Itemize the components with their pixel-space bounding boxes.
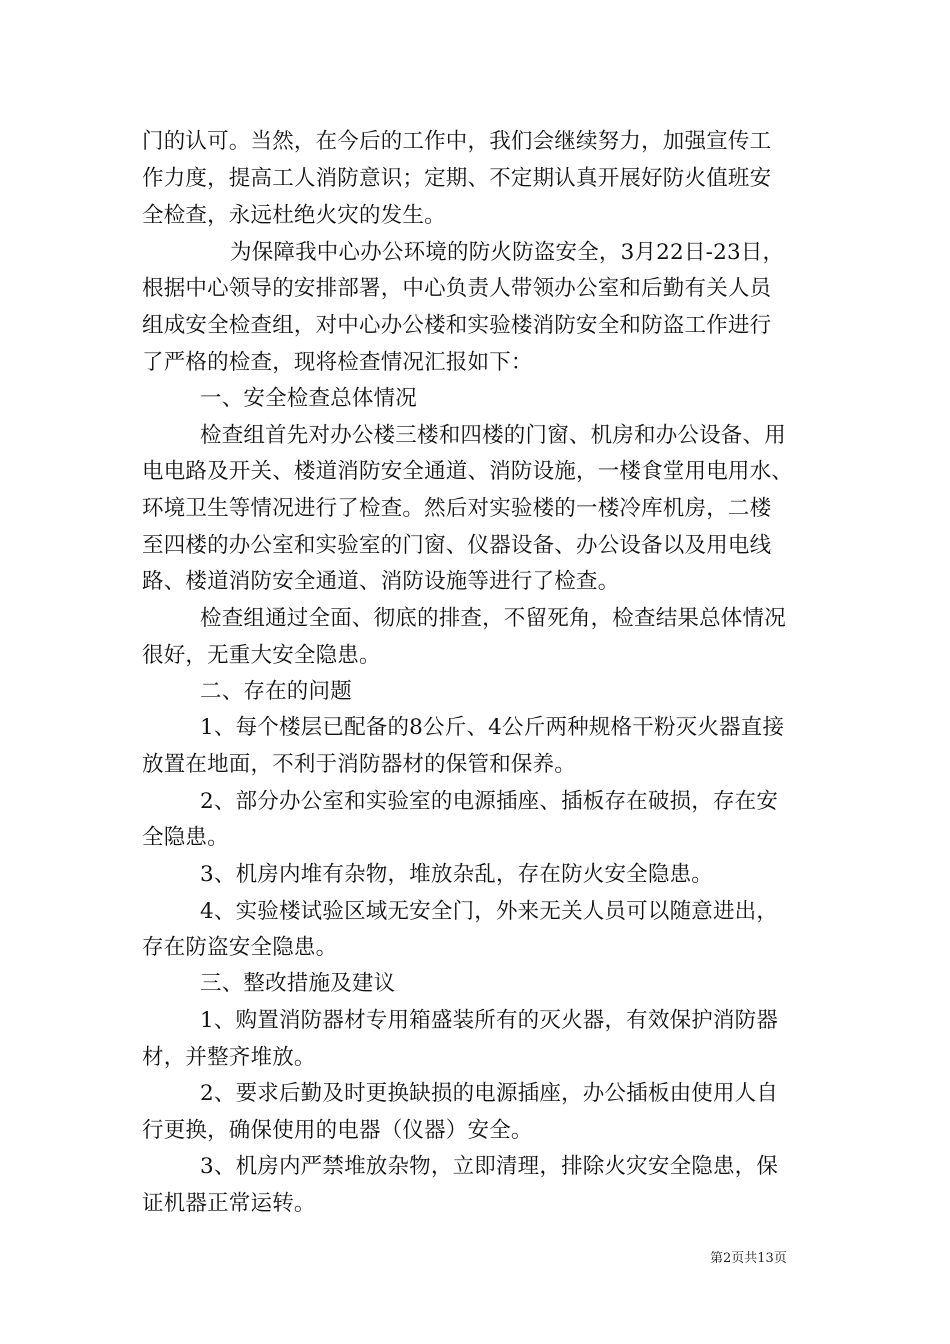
- paragraph-line: 2、部分办公室和实验室的电源插座、插板存在破损，存在安: [200, 789, 779, 814]
- paragraph-line: 存在防盗安全隐患。: [142, 935, 338, 960]
- paragraph-line: 路、楼道消防安全通道、消防设施等进行了检查。: [142, 569, 620, 594]
- paragraph-line: 材，并整齐堆放。: [142, 1045, 316, 1070]
- paragraph-line: 证机器正常运转。: [142, 1191, 316, 1216]
- paragraph-line: 3、机房内严禁堆放杂物，立即清理，排除火灾安全隐患，保: [200, 1154, 779, 1179]
- paragraph-line: 全检查，永远杜绝火灾的发生。: [142, 203, 446, 228]
- paragraph-line: 根据中心领导的安排部署，中心负责人带领办公室和后勤有关人员: [142, 276, 772, 301]
- paragraph-line: 1、购置消防器材专用箱盛装所有的灭火器，有效保护消防器: [200, 1008, 779, 1033]
- paragraph-line: 很好，无重大安全隐患。: [142, 643, 381, 668]
- paragraph-line: 3、机房内堆有杂物，堆放杂乱，存在防火安全隐患。: [200, 862, 713, 887]
- page-number-footer: 第2页共13页: [710, 1251, 787, 1266]
- paragraph-line: 组成安全检查组，对中心办公楼和实验楼消防安全和防盗工作进行: [142, 313, 772, 338]
- paragraph-line: 1、每个楼层已配备的8公斤、4公斤两种规格干粉灭火器直接: [200, 715, 785, 740]
- paragraph-line: 检查组首先对办公楼三楼和四楼的门窗、机房和办公设备、用: [200, 423, 786, 448]
- section-heading: 二、存在的问题: [200, 679, 352, 704]
- paragraph-line: 环境卫生等情况进行了检查。然后对实验楼的一楼冷库机房，二楼: [142, 496, 772, 521]
- paragraph-line: 2、要求后勤及时更换缺损的电源插座，办公插板由使用人自: [200, 1081, 779, 1106]
- paragraph-line: 门的认可。当然，在今后的工作中，我们会继续努力，加强宣传工: [142, 129, 772, 154]
- section-heading: 三、整改措施及建议: [200, 971, 396, 996]
- paragraph-line: 电电路及开关、楼道消防安全通道、消防设施，一楼食堂用电用水、: [142, 459, 794, 484]
- paragraph-line: 行更换，确保使用的电器（仪器）安全。: [142, 1118, 533, 1143]
- paragraph-line: 为保障我中心办公环境的防火防盗安全，3月22日-23日，: [230, 240, 785, 265]
- paragraph-line: 检查组通过全面、彻底的排查，不留死角，检查结果总体情况: [200, 606, 786, 631]
- paragraph-line: 4、实验楼试验区域无安全门，外来无关人员可以随意进出，: [200, 899, 779, 924]
- paragraph-line: 了严格的检查，现将检查情况汇报如下：: [142, 350, 533, 375]
- section-heading: 一、安全检查总体情况: [200, 386, 418, 411]
- paragraph-line: 作力度，提高工人消防意识；定期、不定期认真开展好防火值班安: [142, 166, 772, 191]
- paragraph-line: 全隐患。: [142, 825, 229, 850]
- paragraph-line: 放置在地面，不利于消防器材的保管和保养。: [142, 752, 577, 777]
- paragraph-line: 至四楼的办公室和实验室的门窗、仪器设备、办公设备以及用电线: [142, 533, 772, 558]
